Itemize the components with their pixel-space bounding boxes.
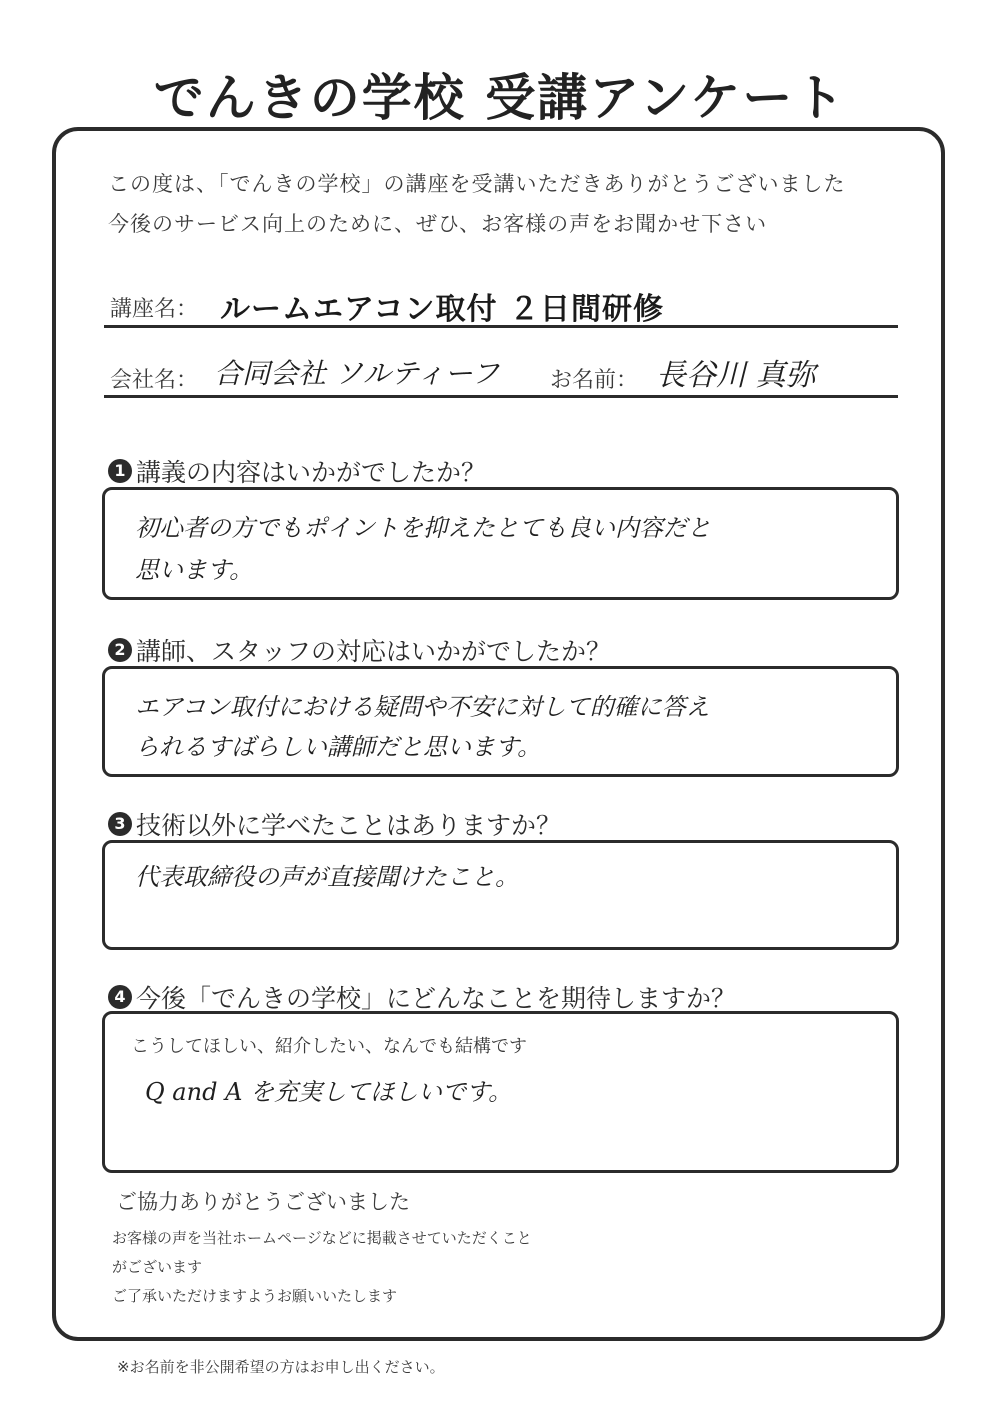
- question-text: 技術以外に学べたことはありますか？: [136, 811, 562, 840]
- footnote: ※お名前を非公開希望の方はお申し出ください。: [117, 1358, 445, 1376]
- course-underline: [104, 325, 898, 328]
- name-label: お名前：: [550, 368, 639, 393]
- page-title: でんきの学校 受講アンケート: [153, 69, 847, 127]
- company-underline: [104, 395, 898, 398]
- intro-line-1: この度は、「でんきの学校」の講座を受講いただきありがとうございました: [108, 172, 846, 196]
- question-4-label: [108, 979, 736, 1015]
- note-line-1: お客様の声を当社ホームページなどに掲載させていただくこと: [112, 1229, 532, 1247]
- answer-4-line-1: Q and A を充実してほしいです。: [145, 1078, 513, 1106]
- thanks-text: ご協力ありがとうございました: [116, 1190, 410, 1214]
- intro-line-2: 今後のサービス向上のために、ぜひ、お客様の声をお聞かせ下さい: [108, 212, 768, 236]
- answer-2-line-2: られるすばらしい講師だと思います。: [135, 733, 542, 761]
- answer-1-line-1: 初心者の方でもポイントを抑えたとても良い内容だと: [135, 514, 711, 542]
- question-2-label: [108, 632, 611, 668]
- answer-3-line-1: 代表取締役の声が直接聞けたこと。: [135, 863, 519, 891]
- course-value: ルームエアコン取付 ２日間研修: [220, 292, 664, 327]
- course-label: 講座名：: [110, 297, 199, 322]
- question-number-badge: 3: [108, 812, 132, 836]
- answer-1-line-2: 思います。: [135, 556, 254, 584]
- question-number-badge: 1: [108, 459, 132, 483]
- answer-box-3: [102, 840, 899, 950]
- question-1-label: [108, 453, 486, 489]
- answer-box-2: [102, 666, 899, 777]
- note-line-2: がございます: [112, 1258, 203, 1276]
- note-line-3: ご了承いただけますようお願いいたします: [112, 1287, 398, 1305]
- answer-box-4: [102, 1011, 899, 1173]
- company-label: 会社名：: [110, 368, 199, 393]
- answer-2-line-1: エアコン取付における疑問や不安に対して的確に答え: [135, 693, 710, 721]
- question-text: 今後「でんきの学校」にどんなことを期待しますか？: [136, 984, 737, 1013]
- answer-box-1: [102, 487, 899, 600]
- question-number-badge: 2: [108, 638, 132, 662]
- company-value: 合同会社 ソルティーフ: [214, 357, 500, 390]
- question-text: 講師、スタッフの対応はいかがでしたか？: [136, 637, 612, 666]
- name-value: 長谷川 真弥: [656, 358, 816, 393]
- question-text: 講義の内容はいかがでしたか？: [136, 458, 487, 487]
- question-number-badge: 4: [108, 985, 132, 1009]
- answer-4-prompt: こうしてほしい、紹介したい、なんでも結構です: [131, 1036, 527, 1057]
- question-3-label: [108, 806, 561, 842]
